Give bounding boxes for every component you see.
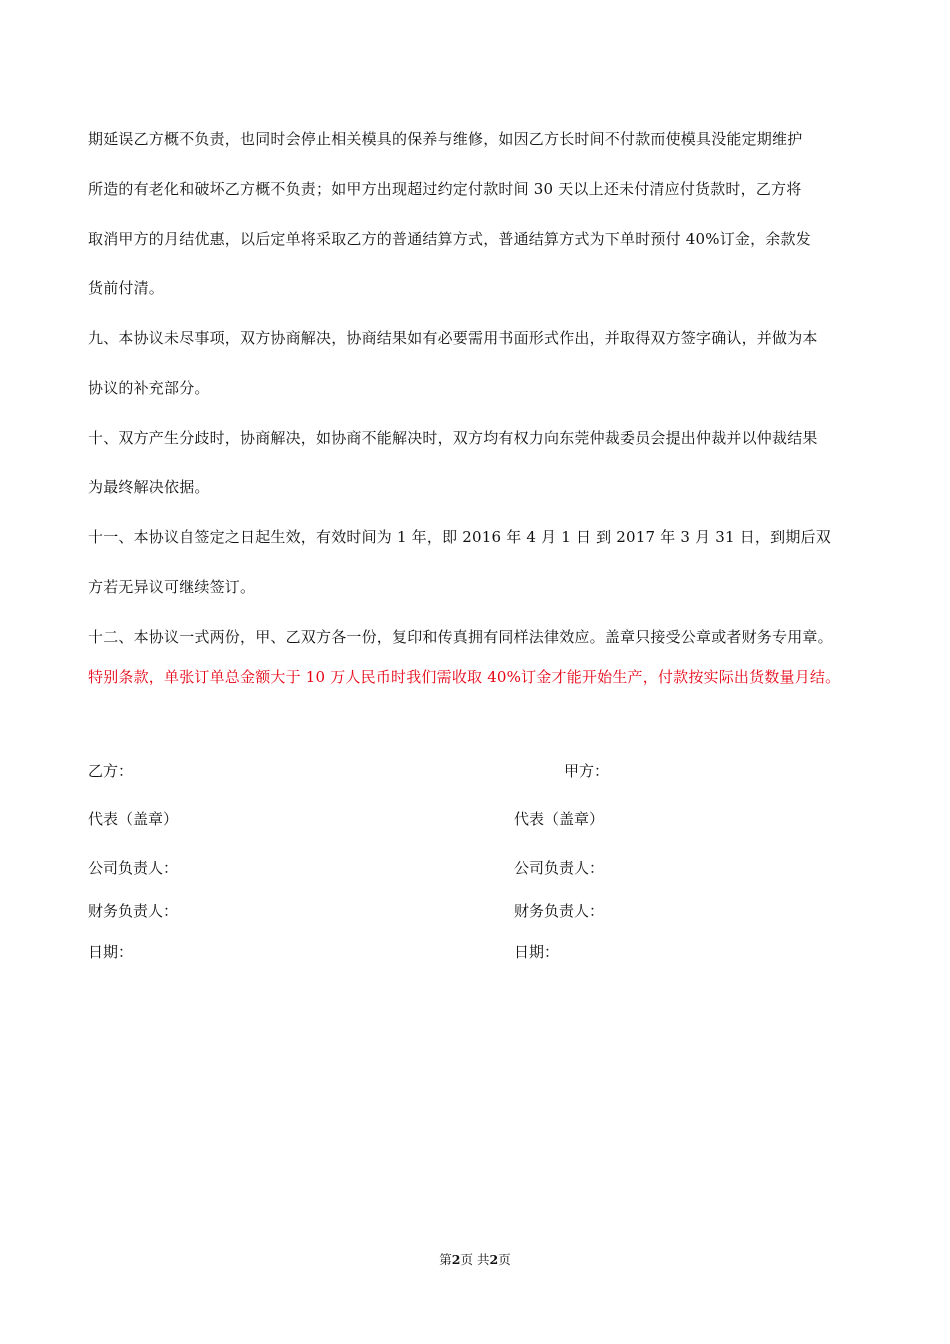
- party-b-rep-label: 代表（盖章）: [88, 810, 179, 828]
- current-page-number: 2: [451, 1252, 461, 1267]
- party-b-finance-label: 财务负责人：: [88, 902, 179, 920]
- page-footer: [0, 1250, 950, 1268]
- body-line: 所造的有老化和破坏乙方概不负责；如甲方出现超过约定付款时间 30 天以上还未付清应付货款时，乙方将: [88, 180, 802, 198]
- party-a-finance-label: 财务负责人：: [514, 902, 605, 920]
- party-a-label: 甲方：: [564, 762, 610, 780]
- party-b-label: 乙方：: [88, 762, 134, 780]
- party-a-date-label: 日期：: [514, 943, 560, 961]
- clause-11: 十一、本协议自签定之日起生效，有效时间为 1 年，即 2016 年 4 月 1 日 到 2017 年 3 月 31 日，到期后双: [88, 528, 831, 546]
- clause-9: 九、本协议未尽事项，双方协商解决，协商结果如有必要需用书面形式作出，并取得双方签字确认，并做为本: [88, 329, 818, 347]
- page-number-suffix: 页: [498, 1252, 511, 1267]
- page-number-middle: 页 共: [460, 1252, 490, 1267]
- clause-10: 十、双方产生分歧时，协商解决，如协商不能解决时，双方均有权力向东莞仲裁委员会提出仲裁并以仲裁结果: [88, 429, 818, 447]
- clause-12: 十二、本协议一式两份，甲、乙双方各一份，复印和传真拥有同样法律效应。盖章只接受公章或者财务专用章。: [88, 628, 833, 646]
- body-line: 货前付清。: [88, 279, 165, 297]
- party-a-manager-label: 公司负责人：: [514, 859, 605, 877]
- body-line: 取消甲方的月结优惠，以后定单将采取乙方的普通结算方式，普通结算方式为下单时预付 40%订金，余款发: [88, 230, 811, 248]
- party-b-date-label: 日期：: [88, 943, 134, 961]
- body-line: 协议的补充部分。: [88, 379, 210, 397]
- party-b-manager-label: 公司负责人：: [88, 859, 179, 877]
- total-page-number: 2: [489, 1252, 499, 1267]
- party-a-rep-label: 代表（盖章）: [514, 810, 605, 828]
- body-line: 为最终解决依据。: [88, 478, 210, 496]
- body-line: 方若无异议可继续签订。: [88, 578, 256, 596]
- body-line: 期延误乙方概不负责，也同时会停止相关模具的保养与维修，如因乙方长时间不付款而使模具没能定期维护: [88, 130, 803, 148]
- special-clause: 特别条款，单张订单总金额大于 10 万人民币时我们需收取 40%订金才能开始生产，付款按实际出货数量月结。: [88, 668, 841, 686]
- page-number-prefix: 第: [439, 1252, 452, 1267]
